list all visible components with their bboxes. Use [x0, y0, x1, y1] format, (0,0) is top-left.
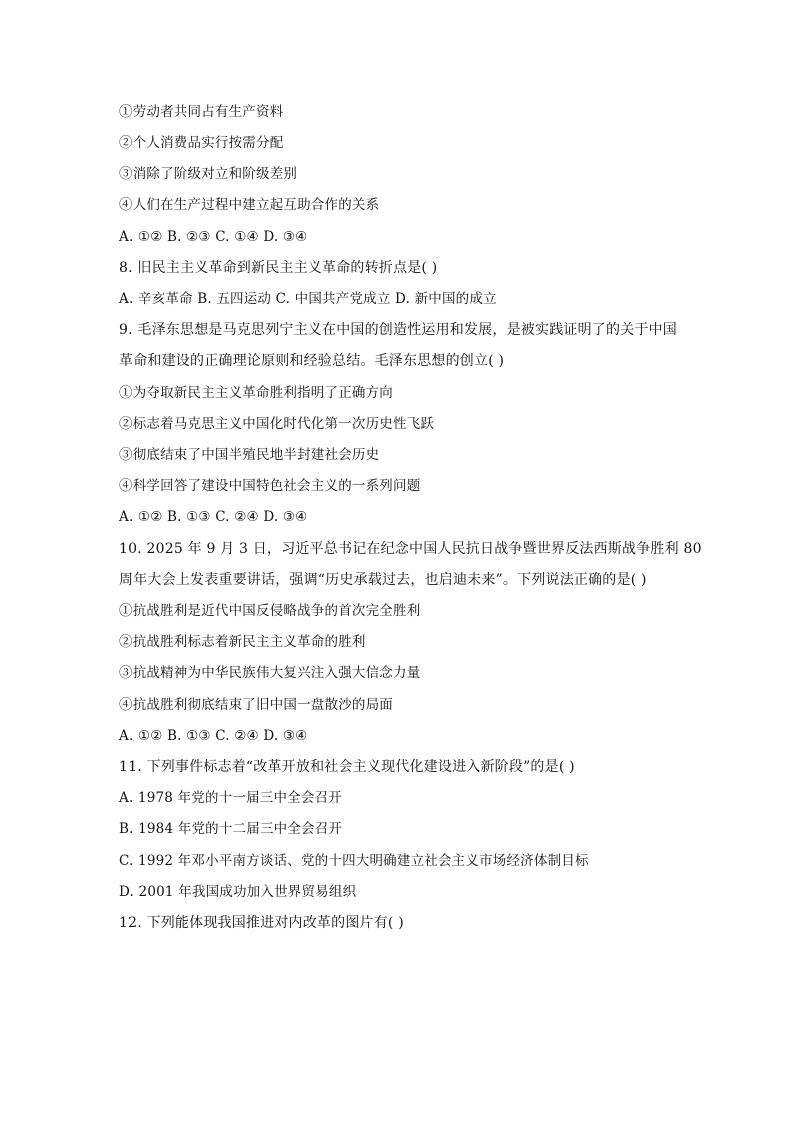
question-10-line-1: 10. 2025 年 9 月 3 日，习近平总书记在纪念中国人民抗日战争暨世界反法西斯战争胜利 80	[119, 541, 702, 557]
option-line-4: ④抗战胜利彻底结束了旧中国一盘散沙的局面	[119, 697, 393, 713]
option-line-4: ④科学回答了建设中国特色社会主义的一系列问题	[119, 478, 421, 494]
option-line-1: ①劳动者共同占有生产资料	[119, 104, 284, 120]
option-line-4: ④人们在生产过程中建立起互助合作的关系	[119, 197, 380, 213]
option-line-2: ②个人消费品实行按需分配	[119, 135, 284, 151]
option-line-3: ③抗战精神为中华民族伟大复兴注入强大信念力量	[119, 665, 421, 681]
answer-choices: A. ①② B. ②③ C. ①④ D. ③④	[119, 229, 308, 245]
option-line-1: ①为夺取新民主主义革命胜利指明了正确方向	[119, 385, 393, 401]
choice-c: C. 1992 年邓小平南方谈话、党的十四大明确建立社会主义市场经济体制目标	[119, 853, 589, 869]
question-11: 11. 下列事件标志着“改革开放和社会主义现代化建设进入新阶段”的是( )	[119, 759, 575, 775]
answer-choices: A. ①② B. ①③ C. ②④ D. ③④	[119, 728, 308, 744]
option-line-3: ③消除了阶级对立和阶级差别	[119, 166, 298, 182]
question-8: 8. 旧民主主义革命到新民主主义革命的转折点是( )	[119, 260, 438, 276]
option-line-2: ②标志着马克思主义中国化时代化第一次历史性飞跃	[119, 416, 435, 432]
choice-a: A. 1978 年党的十一届三中全会召开	[119, 790, 342, 806]
question-9-line-2: 革命和建设的正确理论原则和经验总结。毛泽东思想的创立( )	[119, 353, 505, 369]
question-12: 12. 下列能体现我国推进对内改革的图片有( )	[119, 915, 404, 931]
question-9-line-1: 9. 毛泽东思想是马克思列宁主义在中国的创造性运用和发展，是被实践证明了的关于中国	[119, 322, 678, 338]
question-10-line-2: 周年大会上发表重要讲话，强调“历史承载过去，也启迪未来”。下列说法正确的是( )	[119, 572, 647, 588]
option-line-3: ③彻底结束了中国半殖民地半封建社会历史	[119, 447, 380, 463]
choice-b: B. 1984 年党的十二届三中全会召开	[119, 821, 343, 837]
choice-d: D. 2001 年我国成功加入世界贸易组织	[119, 884, 357, 900]
answer-choices: A. ①② B. ①③ C. ②④ D. ③④	[119, 509, 308, 525]
answer-choices: A. 辛亥革命 B. 五四运动 C. 中国共产党成立 D. 新中国的成立	[119, 291, 497, 307]
option-line-2: ②抗战胜利标志着新民主主义革命的胜利	[119, 634, 366, 650]
option-line-1: ①抗战胜利是近代中国反侵略战争的首次完全胜利	[119, 603, 421, 619]
